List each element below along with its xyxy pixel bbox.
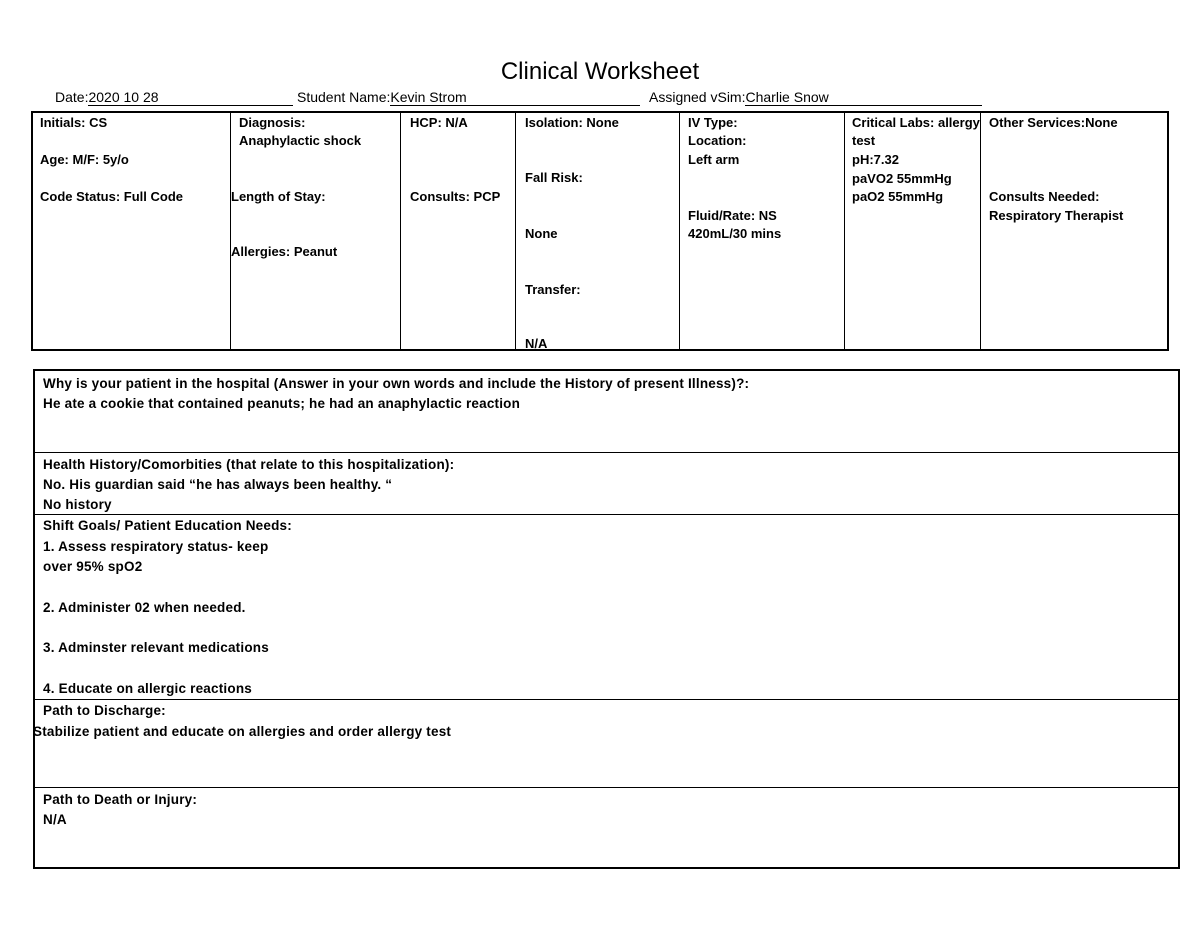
why-answer: He ate a cookie that contained peanuts; he had an anaphylactic reaction	[43, 396, 521, 411]
consults: Consults: PCP	[410, 189, 501, 204]
fluid-rate: Fluid/Rate: NS	[688, 208, 777, 223]
discharge-answer: Stabilize patient and educate on allergies and order allergy test	[33, 724, 452, 739]
length-of-stay: Length of Stay:	[231, 189, 326, 204]
student-name-field	[297, 89, 640, 106]
hcp: HCP: N/A	[410, 115, 468, 130]
fluid-rate-value: 420mL/30 mins	[688, 226, 782, 241]
worksheet-title: Clinical Worksheet	[500, 58, 700, 85]
history-section	[35, 453, 1178, 515]
hcp-col	[401, 113, 516, 349]
death-answer: N/A	[43, 812, 67, 827]
student-name-label: Student Name:	[297, 89, 391, 105]
date-label: Date:	[55, 89, 89, 105]
goal-1b: over 95% spO2	[43, 559, 143, 574]
patient-col	[33, 113, 231, 349]
isolation-col	[516, 113, 680, 349]
diagnosis-label: Diagnosis:	[239, 115, 306, 130]
diagnosis-col	[231, 113, 401, 349]
critical-labs-line5: paO2 55mmHg	[852, 189, 944, 204]
history-line2: No history	[43, 497, 112, 512]
why-question: Why is your patient in the hospital (Answer in your own words and include the History of present Illness)?:	[43, 376, 750, 391]
patient-info-table	[31, 111, 1169, 351]
critical-labs-line4: paVO2 55mmHg	[852, 171, 952, 186]
transfer-value: N/A	[525, 336, 548, 351]
goal-1a: 1. Assess respiratory status- keep	[43, 539, 269, 554]
code-status: Code Status: Full Code	[40, 189, 183, 204]
fall-risk-value: None	[525, 226, 558, 241]
critical-labs-col	[845, 113, 981, 349]
date-field	[55, 89, 293, 106]
why-section	[35, 371, 1178, 453]
iv-location: Location:	[688, 133, 747, 148]
goals-question: Shift Goals/ Patient Education Needs:	[43, 518, 292, 533]
goals-section	[35, 515, 1178, 700]
goal-2: 2. Administer 02 when needed.	[43, 600, 246, 615]
death-section	[35, 788, 1178, 867]
iv-type: IV Type:	[688, 115, 738, 130]
discharge-question: Path to Discharge:	[43, 703, 166, 718]
fall-risk-label: Fall Risk:	[525, 170, 583, 185]
goal-3: 3. Adminster relevant medications	[43, 640, 269, 655]
critical-labs-line1: Critical Labs: allergy	[852, 115, 980, 130]
narrative-table	[33, 369, 1180, 869]
transfer-label: Transfer:	[525, 282, 581, 297]
iv-col	[680, 113, 845, 349]
goal-4: 4. Educate on allergic reactions	[43, 681, 252, 696]
consults-needed-label: Consults Needed:	[989, 189, 1100, 204]
history-question: Health History/Comorbities (that relate to this hospitalization):	[43, 457, 455, 472]
death-question: Path to Death or Injury:	[43, 792, 198, 807]
allergies: Allergies: Peanut	[231, 244, 338, 259]
initials: Initials: CS	[40, 115, 108, 130]
age: Age: M/F: 5y/o	[40, 152, 129, 167]
consults-needed-value: Respiratory Therapist	[989, 208, 1124, 223]
iv-location-value: Left arm	[688, 152, 740, 167]
critical-labs-line3: pH:7.32	[852, 152, 899, 167]
diagnosis-value: Anaphylactic shock	[239, 133, 362, 148]
assigned-vsim-label: Assigned vSim:	[649, 89, 746, 105]
date-value: 2020 10 28	[88, 90, 293, 106]
critical-labs-line2: test	[852, 133, 876, 148]
history-line1: No. His guardian said “he has always been healthy. “	[43, 477, 393, 492]
student-name-value: Kevin Strom	[390, 90, 640, 106]
assigned-vsim-field	[649, 89, 982, 106]
assigned-vsim-value: Charlie Snow	[745, 90, 982, 106]
other-services: Other Services:None	[989, 115, 1118, 130]
other-services-col	[981, 113, 1167, 349]
isolation: Isolation: None	[525, 115, 619, 130]
discharge-section	[35, 700, 1178, 788]
